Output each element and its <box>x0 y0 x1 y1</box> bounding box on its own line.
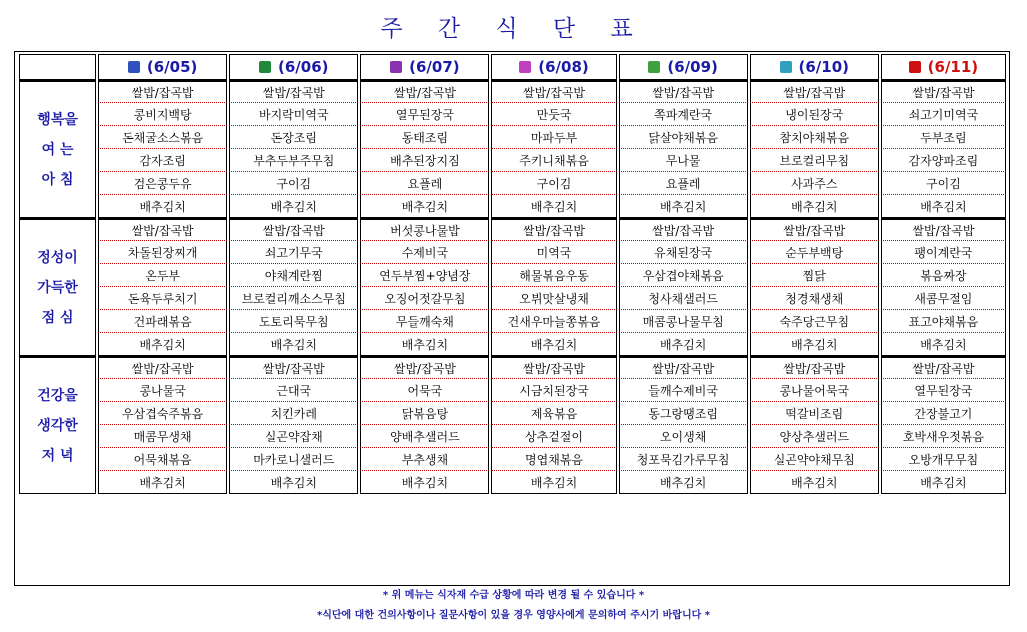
book-icon <box>780 61 792 73</box>
menu-item: 배추김치 <box>750 333 879 356</box>
menu-item: 오이생채 <box>619 425 748 448</box>
menu-item: 팽이계란국 <box>881 241 1006 264</box>
menu-item: 순두부백탕 <box>750 241 879 264</box>
menu-item: 냉이된장국 <box>750 103 879 126</box>
menu-item: 쌀밥/잡곡밥 <box>750 218 879 241</box>
page-title: 주 간 식 단 표 <box>380 16 647 42</box>
menu-item: 요플레 <box>619 172 748 195</box>
menu-item: 쌀밥/잡곡밥 <box>98 80 227 103</box>
menu-item: 쌀밥/잡곡밥 <box>98 218 227 241</box>
menu-item: 무나물 <box>619 149 748 172</box>
menu-item: 오징어젓갈무침 <box>360 287 489 310</box>
menu-item: 도토리묵무침 <box>229 310 358 333</box>
menu-item: 우삼겹야채볶음 <box>619 264 748 287</box>
menu-item: 쌀밥/잡곡밥 <box>619 80 748 103</box>
menu-item: 배추김치 <box>881 195 1006 218</box>
menu-item: 부추생채 <box>360 448 489 471</box>
meal-label: 건강을 생각한 저 녁 <box>19 356 96 494</box>
menu-item: 감자양파조림 <box>881 149 1006 172</box>
menu-item: 양배추샐러드 <box>360 425 489 448</box>
note-2: *식단에 대한 건의사항이나 질문사항이 있을 경우 영양사에게 문의하여 주시기 바랍니다 * <box>316 610 711 621</box>
menu-item: 쌀밥/잡곡밥 <box>491 356 616 379</box>
menu-item: 주키니채볶음 <box>491 149 616 172</box>
menu-item: 마파두부 <box>491 126 616 149</box>
menu-item: 상추겉절이 <box>491 425 616 448</box>
menu-item: 떡갈비조림 <box>750 402 879 425</box>
menu-item: 연두부찜+양념장 <box>360 264 489 287</box>
menu-item: 배추김치 <box>619 195 748 218</box>
menu-item: 쌀밥/잡곡밥 <box>881 218 1006 241</box>
menu-item: 숙주당근무침 <box>750 310 879 333</box>
day-header <box>491 54 616 80</box>
menu-item: 참치야채볶음 <box>750 126 879 149</box>
menu-item: 배추김치 <box>229 333 358 356</box>
menu-item: 우삼겹숙주볶음 <box>98 402 227 425</box>
menu-item: 사과주스 <box>750 172 879 195</box>
menu-item: 배추된장지짐 <box>360 149 489 172</box>
menu-item: 쇠고기무국 <box>229 241 358 264</box>
menu-item: 쌀밥/잡곡밥 <box>360 80 489 103</box>
menu-item: 브로컬리깨소스무침 <box>229 287 358 310</box>
menu-item: 배추김치 <box>491 333 616 356</box>
menu-item: 감자조림 <box>98 149 227 172</box>
menu-item: 찜닭 <box>750 264 879 287</box>
menu-item: 돈채굴소스볶음 <box>98 126 227 149</box>
menu-item: 두부조림 <box>881 126 1006 149</box>
menu-item: 배추김치 <box>491 195 616 218</box>
menu-item: 배추김치 <box>98 333 227 356</box>
menu-item: 돈육두루치기 <box>98 287 227 310</box>
day-label: (6/05) <box>146 58 198 76</box>
menu-item: 쌀밥/잡곡밥 <box>491 218 616 241</box>
day-header <box>229 54 358 80</box>
menu-item: 어묵채볶음 <box>98 448 227 471</box>
menu-item: 콩비지백탕 <box>98 103 227 126</box>
menu-item: 배추김치 <box>750 195 879 218</box>
menu-item: 쌀밥/잡곡밥 <box>619 218 748 241</box>
menu-item: 실곤약잡채 <box>229 425 358 448</box>
menu-item: 열무된장국 <box>881 379 1006 402</box>
menu-item: 부추두부주무침 <box>229 149 358 172</box>
menu-item: 매콤무생채 <box>98 425 227 448</box>
menu-item: 유채된장국 <box>619 241 748 264</box>
day-header <box>619 54 748 80</box>
menu-item: 배추김치 <box>619 471 748 494</box>
menu-item: 쌀밥/잡곡밥 <box>491 80 616 103</box>
menu-item: 오뷔맛살냉채 <box>491 287 616 310</box>
menu-item: 명엽채볶음 <box>491 448 616 471</box>
menu-item: 호박새우젓볶음 <box>881 425 1006 448</box>
menu-item: 차돌된장찌개 <box>98 241 227 264</box>
rocket-icon <box>390 61 402 73</box>
header-corner <box>19 54 96 80</box>
menu-item: 쪽파계란국 <box>619 103 748 126</box>
meal-label: 정성이 가득한 점 심 <box>19 218 96 356</box>
menu-item: 배추김치 <box>98 195 227 218</box>
menu-item: 쇠고기미역국 <box>881 103 1006 126</box>
menu-item: 배추김치 <box>491 471 616 494</box>
menu-item: 간장불고기 <box>881 402 1006 425</box>
car-icon <box>909 61 921 73</box>
menu-item: 미역국 <box>491 241 616 264</box>
menu-item: 동태조림 <box>360 126 489 149</box>
menu-item: 닭볶음탕 <box>360 402 489 425</box>
menu-item: 실곤약야채무침 <box>750 448 879 471</box>
menu-item: 오방개무무침 <box>881 448 1006 471</box>
menu-item: 동그랑땡조림 <box>619 402 748 425</box>
menu-item: 열무된장국 <box>360 103 489 126</box>
menu-item: 온두부 <box>98 264 227 287</box>
menu-item: 돈장조림 <box>229 126 358 149</box>
clip-icon <box>519 61 531 73</box>
menu-item: 브로컬리무침 <box>750 149 879 172</box>
day-label: (6/08) <box>538 58 589 76</box>
menu-item: 쌀밥/잡곡밥 <box>229 218 358 241</box>
menu-item: 쌀밥/잡곡밥 <box>881 80 1006 103</box>
menu-item: 건파래볶음 <box>98 310 227 333</box>
bin-icon <box>648 61 660 73</box>
day-label: (6/07) <box>409 58 460 76</box>
menu-item: 배추김치 <box>750 471 879 494</box>
menu-item: 건새우마늘쫑볶음 <box>491 310 616 333</box>
menu-item: 쌀밥/잡곡밥 <box>229 80 358 103</box>
menu-item: 배추김치 <box>229 471 358 494</box>
weekly-menu-table <box>17 54 1008 494</box>
day-header <box>98 54 227 80</box>
menu-item: 콩나물어묵국 <box>750 379 879 402</box>
menu-item: 수제비국 <box>360 241 489 264</box>
menu-item: 청포묵김가루무침 <box>619 448 748 471</box>
menu-item: 배추김치 <box>881 333 1006 356</box>
menu-item: 쌀밥/잡곡밥 <box>750 356 879 379</box>
menu-item: 시금치된장국 <box>491 379 616 402</box>
menu-item: 치킨카레 <box>229 402 358 425</box>
menu-item: 양상추샐러드 <box>750 425 879 448</box>
day-label: (6/06) <box>278 58 329 76</box>
menu-item: 새콤무절임 <box>881 287 1006 310</box>
train-icon <box>259 61 271 73</box>
note-1: * 위 메뉴는 식자재 수급 상황에 따라 변경 될 수 있습니다 * <box>382 590 645 601</box>
menu-item: 배추김치 <box>360 195 489 218</box>
menu-item: 배추김치 <box>619 333 748 356</box>
day-label: (6/11) <box>927 58 979 76</box>
menu-item: 쌀밥/잡곡밥 <box>750 80 879 103</box>
menu-item: 쌀밥/잡곡밥 <box>619 356 748 379</box>
menu-item: 쌀밥/잡곡밥 <box>98 356 227 379</box>
menu-item: 배추김치 <box>360 471 489 494</box>
menu-item: 검은콩두유 <box>98 172 227 195</box>
menu-item: 무들깨숙채 <box>360 310 489 333</box>
menu-item: 만둣국 <box>491 103 616 126</box>
menu-item: 해물볶음우동 <box>491 264 616 287</box>
menu-item: 구이김 <box>881 172 1006 195</box>
menu-item: 제육볶음 <box>491 402 616 425</box>
menu-item: 배추김치 <box>98 471 227 494</box>
day-header <box>750 54 879 80</box>
menu-item: 콩나물국 <box>98 379 227 402</box>
menu-item: 볶음짜장 <box>881 264 1006 287</box>
menu-item: 청경채생채 <box>750 287 879 310</box>
menu-item: 마카로니샐러드 <box>229 448 358 471</box>
menu-item: 바지락미역국 <box>229 103 358 126</box>
menu-item: 배추김치 <box>881 471 1006 494</box>
menu-item: 배추김치 <box>360 333 489 356</box>
day-label: (6/10) <box>798 58 850 76</box>
menu-item: 쌀밥/잡곡밥 <box>229 356 358 379</box>
menu-item: 구이김 <box>229 172 358 195</box>
menu-item: 버섯콩나물밥 <box>360 218 489 241</box>
day-header <box>881 54 1006 80</box>
menu-item: 구이김 <box>491 172 616 195</box>
day-label: (6/09) <box>667 58 718 76</box>
menu-item: 배추김치 <box>229 195 358 218</box>
day-header <box>360 54 489 80</box>
menu-item: 야채계란찜 <box>229 264 358 287</box>
menu-item: 들깨수제비국 <box>619 379 748 402</box>
meal-label: 행복을 여 는 아 침 <box>19 80 96 218</box>
menu-item: 쌀밥/잡곡밥 <box>881 356 1006 379</box>
menu-item: 요플레 <box>360 172 489 195</box>
menu-item: 쌀밥/잡곡밥 <box>360 356 489 379</box>
menu-item: 어묵국 <box>360 379 489 402</box>
menu-item: 근대국 <box>229 379 358 402</box>
menu-item: 청사채샐러드 <box>619 287 748 310</box>
menu-item: 닭살야채볶음 <box>619 126 748 149</box>
menu-item: 매콤콩나물무침 <box>619 310 748 333</box>
menu-item: 표고야채볶음 <box>881 310 1006 333</box>
bus-icon <box>128 61 140 73</box>
